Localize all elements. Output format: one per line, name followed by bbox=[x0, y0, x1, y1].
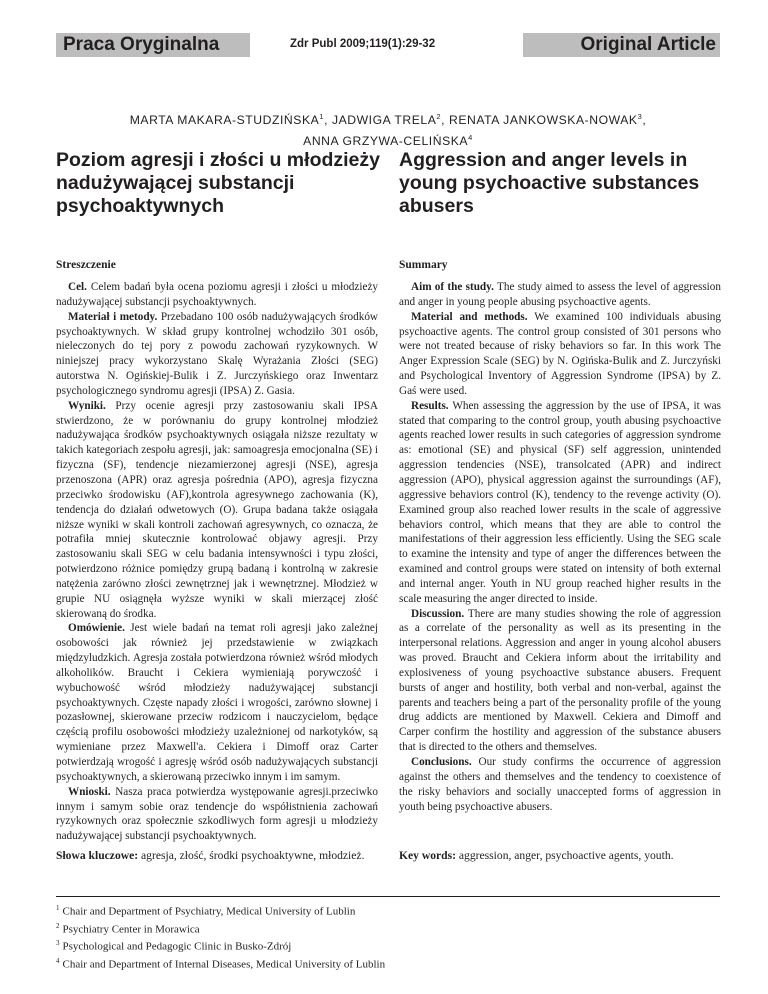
paragraph-label: Wyniki. bbox=[68, 399, 106, 412]
paragraph-text: Our study confirms the occurrence of aggression against the others and themselves and the tendency to coexistence of the risky behaviors and socially unaccepted forms of aggression in youth being psychoactive abusers. bbox=[399, 756, 722, 813]
affiliation-item bbox=[56, 919, 385, 937]
paragraph-label: Discussion. bbox=[411, 607, 465, 620]
keywords-label: Słowa kluczowe: bbox=[56, 849, 139, 862]
keywords-label: Key words: bbox=[399, 849, 456, 862]
paragraph-text: There are many studies showing the role of aggression as a correlate of the personality as well as its presenting in the interpersonal relations. Aggression and anger in young alcohol abusers was proved. Braucht and Cekiera inform about the irritability and explosiveness of young psychoactive substance abusers. Frequent bursts of anger and hostility, both verbal and non-verbal, against the parents and teachers being a part of the personality profile of the young drug addicts are mentioned by Maxwell. Cekiera and Dimoff and Carper confirm the hostility and aggression of the substance abusers that is directed to the others and themselves. bbox=[399, 607, 721, 754]
affiliation-number: 2 bbox=[56, 921, 60, 930]
paragraph-text: Nasza praca potwierdza występowanie agresji.przeciwko innym i samym sobie oraz tendencje do współistnienia zachowań ryzykownych oraz społecznie szkodliwych form agresji u młodzieży nadużywającej substancji psychoaktywnych. bbox=[56, 785, 378, 843]
abstract-paragraph bbox=[56, 310, 378, 399]
affiliation-text: Psychological and Pedagogic Clinic in Busko-Zdrój bbox=[62, 940, 292, 953]
author-name: RENATA JANKOWSKA-NOWAK bbox=[449, 113, 638, 128]
affiliations-footnotes bbox=[56, 901, 385, 972]
paragraph-label: Cel. bbox=[68, 281, 87, 293]
author-name: JADWIGA TRELA bbox=[331, 113, 437, 128]
paragraph-text: We examined 100 individuals abusing psychoactive agents. The control group consisted of 301 persons who were not treated because of risky behaviors so far. In this work The Anger Expression Scale (SEG) by N. Ogińska-Bulik and Z. Jurczyński and Psychological Inventory of Aggression Syndrome (IPSA) by Z. Gaś were used. bbox=[399, 310, 721, 397]
abstract-paragraph bbox=[399, 607, 721, 755]
paragraph-label: Materiał i metody. bbox=[68, 310, 158, 323]
journal-header bbox=[56, 33, 720, 57]
abstract-paragraph bbox=[56, 399, 378, 622]
affiliation-item bbox=[56, 954, 385, 972]
abstract-paragraph bbox=[399, 399, 721, 607]
affiliation-number: 1 bbox=[56, 904, 60, 912]
paragraph-label: Wnioski. bbox=[68, 785, 111, 798]
author-affiliation-ref: 2 bbox=[436, 112, 442, 121]
footnote-divider bbox=[56, 896, 720, 897]
keywords-text: agresja, złość, środki psychoaktywne, młodzież. bbox=[141, 849, 365, 862]
abstract-english bbox=[399, 280, 721, 814]
affiliation-text: Chair and Department of Psychiatry, Medical University of Lublin bbox=[62, 905, 356, 918]
abstract-paragraph bbox=[56, 785, 378, 844]
paragraph-text: Przy ocenie agresji przy zastosowaniu skali IPSA stwierdzono, że w porównaniu do grupy kontrolnej młodzież nadużywająca środków psychoaktywnych osiągała niższe rezultaty w takich kategoriach zespołu agresji, jak: samoagresja emocjonalna (SE) i fizyczna (SF), tendencje niezamierzonej agresji (NSE), agresja przenoszona (APR) oraz agresja pośrednia (APO), agresja fizyczna przeciwko środowisku (AF),kontrola agresywnego zachowania (K), tendencja do działań odwetowych (O). Grupa badana także osiągała niższe wyniki w skali kontroli zachowań agresywnych, co oznacza, że potrafiła mniej skutecznie kontrolować objawy agresji. Przy zastosowaniu skali SEG w celu badania intensywności i typu złości, potwierdzono różnice pomiędzy grupą badaną i kontrolną w zakresie natężenia zarówno złości zewnętrznej jak i wewnętrznej. Młodzież w grupie NU osiągnęła wyższe wyniki w skali mierzącej złość skierowaną do środka. bbox=[56, 399, 378, 620]
affiliation-item bbox=[56, 936, 385, 954]
paragraph-label: Aim of the study. bbox=[411, 281, 494, 293]
paragraph-label: Omówienie. bbox=[68, 622, 125, 635]
abstract-heading-english: Summary bbox=[399, 259, 448, 271]
paragraph-label: Results. bbox=[411, 399, 449, 412]
author-name: MARTA MAKARA-STUDZIŃSKA bbox=[129, 113, 320, 128]
affiliation-number: 4 bbox=[56, 956, 60, 965]
author-affiliation-ref: 3 bbox=[637, 112, 643, 121]
abstract-heading-polish: Streszczenie bbox=[56, 259, 116, 271]
paragraph-label: Conclusions. bbox=[411, 756, 472, 768]
author-list: MARTA MAKARA-STUDZIŃSKA$^1$, JADWIGA TRELA$^2$, RENATA JANKOWSKA-NOWAK$^3$, ANNA GRZYWA-CELIŃSKA$^4$ bbox=[129, 112, 647, 149]
affiliation-text: Psychiatry Center in Morawica bbox=[62, 923, 200, 936]
paragraph-label: Material and methods. bbox=[411, 310, 528, 323]
author-name: ANNA GRZYWA-CELIŃSKA bbox=[303, 134, 469, 149]
title-english: Aggression and anger levels in young psychoactive substances abusers bbox=[399, 149, 700, 217]
paragraph-text: The study aimed to assess the level of aggression and anger in young people abusing psychoactive agents. bbox=[399, 281, 721, 308]
abstract-paragraph bbox=[56, 280, 378, 310]
affiliation-item bbox=[56, 901, 385, 919]
affiliation-text: Chair and Department of Internal Diseases, Medical University of Lublin bbox=[62, 958, 386, 971]
abstract-paragraph bbox=[399, 755, 721, 814]
abstract-polish bbox=[56, 280, 378, 844]
author-affiliation-ref: 1 bbox=[319, 112, 325, 121]
author-affiliation-ref: 4 bbox=[468, 133, 473, 143]
journal-citation: Zdr Publ 2009;119(1):29-32 bbox=[290, 38, 436, 50]
abstract-paragraph bbox=[56, 621, 378, 784]
abstract-paragraph bbox=[399, 280, 721, 310]
paragraph-text: Przebadano 100 osób nadużywających środków psychoaktywnych. W skład grupy kontrolnej wchodziło 301 osób, nieleczonych do tej pory z powodu zachowań ryzykownych. W niniejszej pracy wykorzystano Skalę Wyrażania Złości (SEG) autorstwa N. Ogińskiej-Bulik i Z. Jurczyńskiego oraz Inwentarz psychologicznego syndromu agresji (IPSA) Z. Gasia. bbox=[56, 310, 378, 397]
title-polish: Poziom agresji i złości u młodzieży nadużywającej substancji psychoaktywnych bbox=[56, 149, 380, 217]
affiliation-number: 3 bbox=[56, 939, 60, 948]
section-label-english: Original Article bbox=[580, 34, 716, 55]
keywords-polish bbox=[56, 848, 378, 863]
keywords-text: aggression, anger, psychoactive agents, youth. bbox=[458, 849, 674, 862]
abstract-paragraph bbox=[399, 310, 721, 399]
section-label-polish: Praca Oryginalna bbox=[63, 34, 220, 55]
paragraph-text: When assessing the aggression by the use of IPSA, it was stated that comparing to the control group, youth abusing psychoactive agents reached lower results in such categories of aggression syndrome as: emotional (SE) and physical (SF) self aggression, unintended aggression tendencies (NSE), transolcated (APR) and indirect aggression (APO), physical aggression against the surroundings (AF), aggressive behaviors control (K), tendency to the revenge activity (O). Examined group also reached lower results in the scale of aggressive behaviors control, which means that they are able to control the manifestations of their aggression less efficiently. Using the SEG scale to examine the intensity and type of anger the differences between the examined and control groups were stated on intensity of both external and internal anger. Youth in NU group reached higher results in the scale measuring the anger directed to inside. bbox=[399, 399, 721, 605]
paragraph-text: Jest wiele badań na temat roli agresji jako zależnej osobowości jak również jej przedstawienie w związkach międzyludzkich. Agresja została potwierdzona również wśród młodych alkoholików. Braucht i Cekiera wymieniają porywczość i wybuchowość wśród młodzieży nadużywającej substancji psychoaktywnych. Częste napady złości i wrogości, zarówno słownej i pozasłownej, skierowane przeciw rodzicom i nauczycielom, będące częścią profilu osobowości młodzieży uzależnionej od narkotyków, są wymieniane przez Maxwell'a. Cekiera i Dimoff oraz Carter potwierdzają wrogość i agresję wśród osób nadużywających substancji psychoaktywnych, a skierowaną przeciwko innym i im samym. bbox=[56, 622, 379, 783]
paragraph-text: Celem badań była ocena poziomu agresji i złości u młodzieży nadużywającej substancji psychoaktywnych. bbox=[56, 281, 378, 308]
keywords-english bbox=[399, 848, 721, 863]
